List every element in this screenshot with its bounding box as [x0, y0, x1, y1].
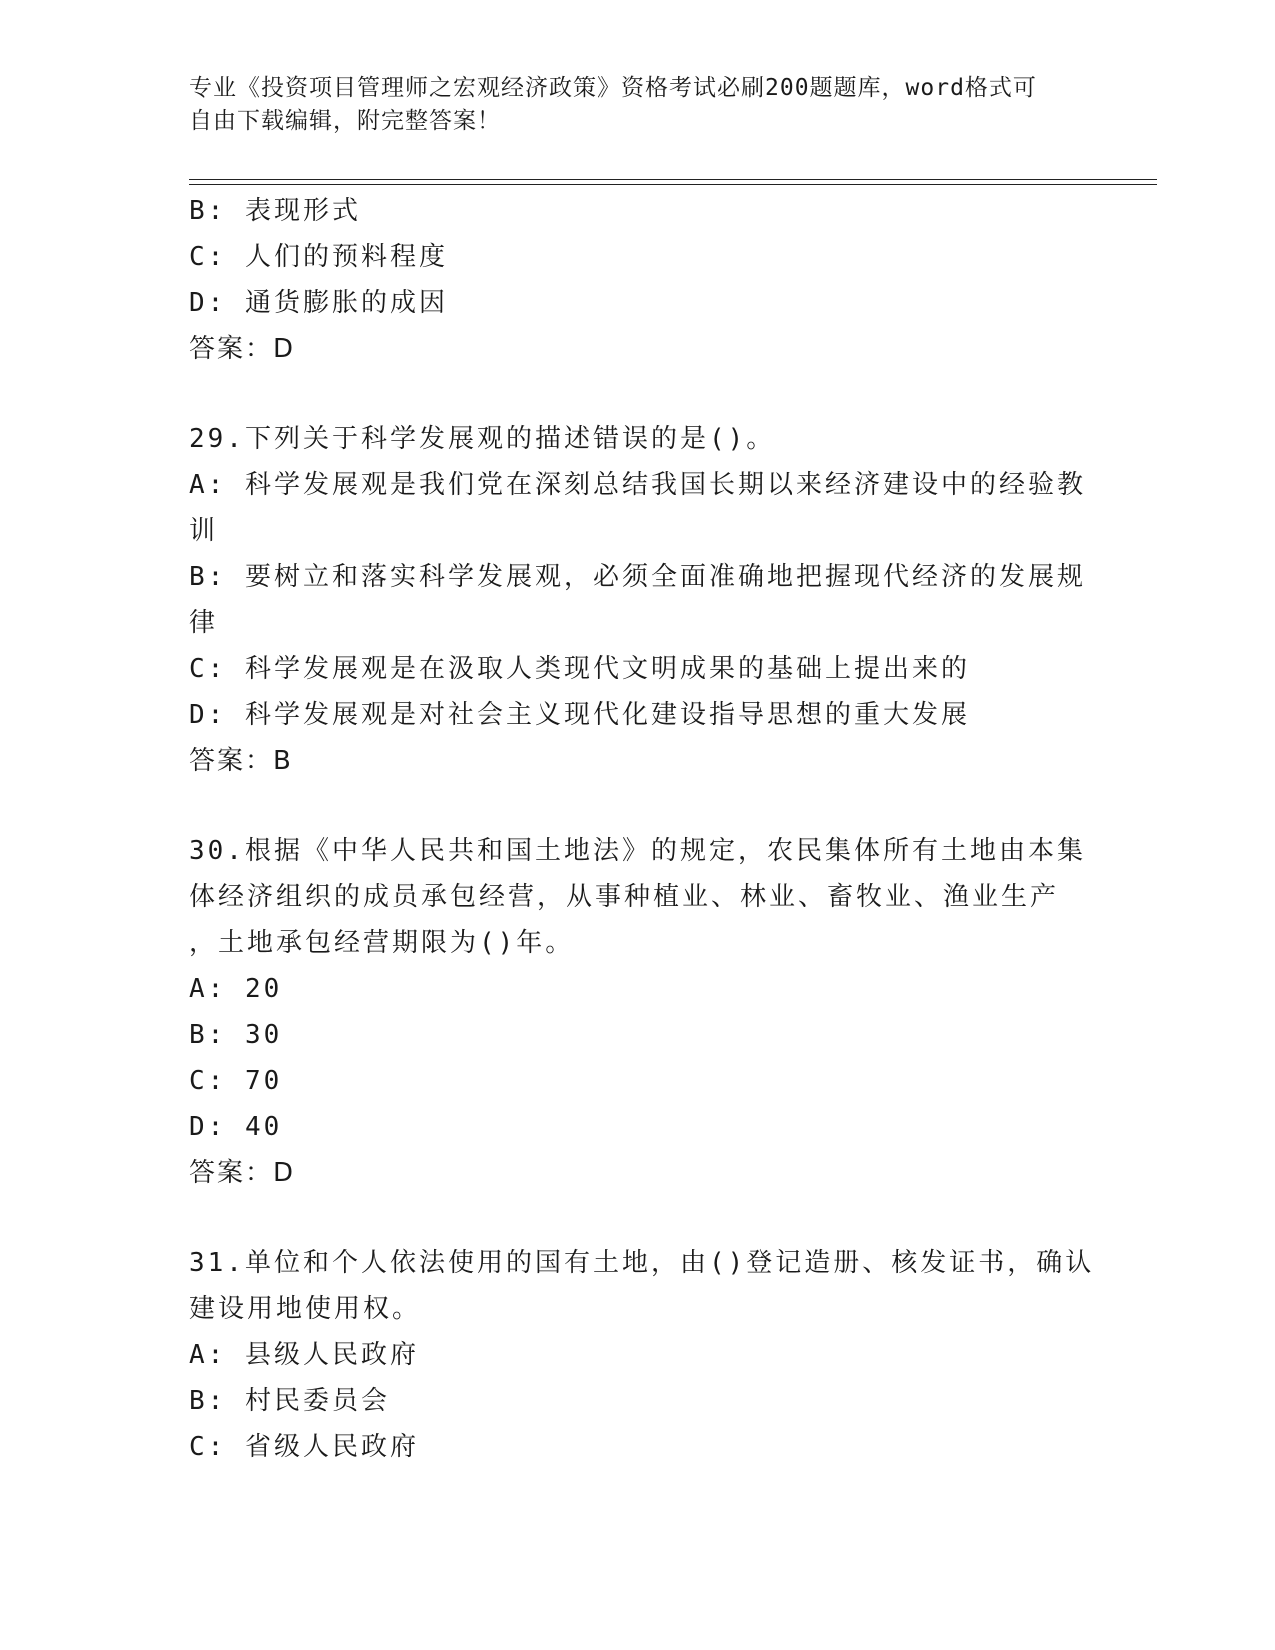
answer: 答案：D [189, 334, 296, 364]
question-stem-continued: 建设用地使用权。 [189, 1294, 422, 1324]
option-d: D: 40 [189, 1112, 283, 1142]
option-b: B: 表现形式 [189, 196, 361, 226]
answer: 答案：B [189, 746, 293, 776]
document-header [189, 72, 1069, 138]
header-line-1: 专业《投资项目管理师之宏观经济政策》资格考试必刷200题题库，word格式可 [189, 75, 1037, 101]
question-stem: 30.根据《中华人民共和国土地法》的规定，农民集体所有土地由本集 [189, 836, 1086, 866]
header-divider-top [189, 179, 1157, 180]
option-a: A: 20 [189, 974, 283, 1004]
option-c: C: 科学发展观是在汲取人类现代文明成果的基础上提出来的 [189, 654, 970, 684]
answer: 答案：D [189, 1158, 296, 1188]
option-b-continued: 律 [189, 608, 219, 638]
spacer [189, 372, 1079, 416]
option-c: C: 人们的预料程度 [189, 242, 448, 272]
question-list [189, 188, 1095, 1470]
spacer [189, 784, 1079, 828]
question-30 [189, 828, 1086, 1196]
option-c: C: 70 [189, 1066, 283, 1096]
question-stem-continued: ，土地承包经营期限为()年。 [189, 928, 575, 958]
option-b: B: 要树立和落实科学发展观，必须全面准确地把握现代经济的发展规 [189, 562, 1086, 592]
option-a-continued: 训 [189, 516, 219, 546]
option-b: B: 30 [189, 1020, 283, 1050]
option-a: A: 科学发展观是我们党在深刻总结我国长期以来经济建设中的经验教 [189, 470, 1086, 500]
option-d: D: 科学发展观是对社会主义现代化建设指导思想的重大发展 [189, 700, 970, 730]
option-b: B: 村民委员会 [189, 1386, 390, 1416]
option-c: C: 省级人民政府 [189, 1432, 419, 1462]
question-31 [189, 1240, 1095, 1470]
option-a: A: 县级人民政府 [189, 1340, 419, 1370]
option-d: D: 通货膨胀的成因 [189, 288, 448, 318]
question-stem: 29.下列关于科学发展观的描述错误的是()。 [189, 424, 776, 454]
header-line-2: 自由下载编辑，附完整答案！ [189, 108, 501, 134]
header-divider-bottom [189, 184, 1157, 185]
question-stem: 31.单位和个人依法使用的国有土地，由()登记造册、核发证书，确认 [189, 1248, 1095, 1278]
question-stem-continued: 体经济组织的成员承包经营，从事种植业、林业、畜牧业、渔业生产 [189, 882, 1060, 912]
spacer [189, 1196, 1079, 1240]
question-29 [189, 416, 1086, 784]
question-28 [189, 188, 1079, 372]
